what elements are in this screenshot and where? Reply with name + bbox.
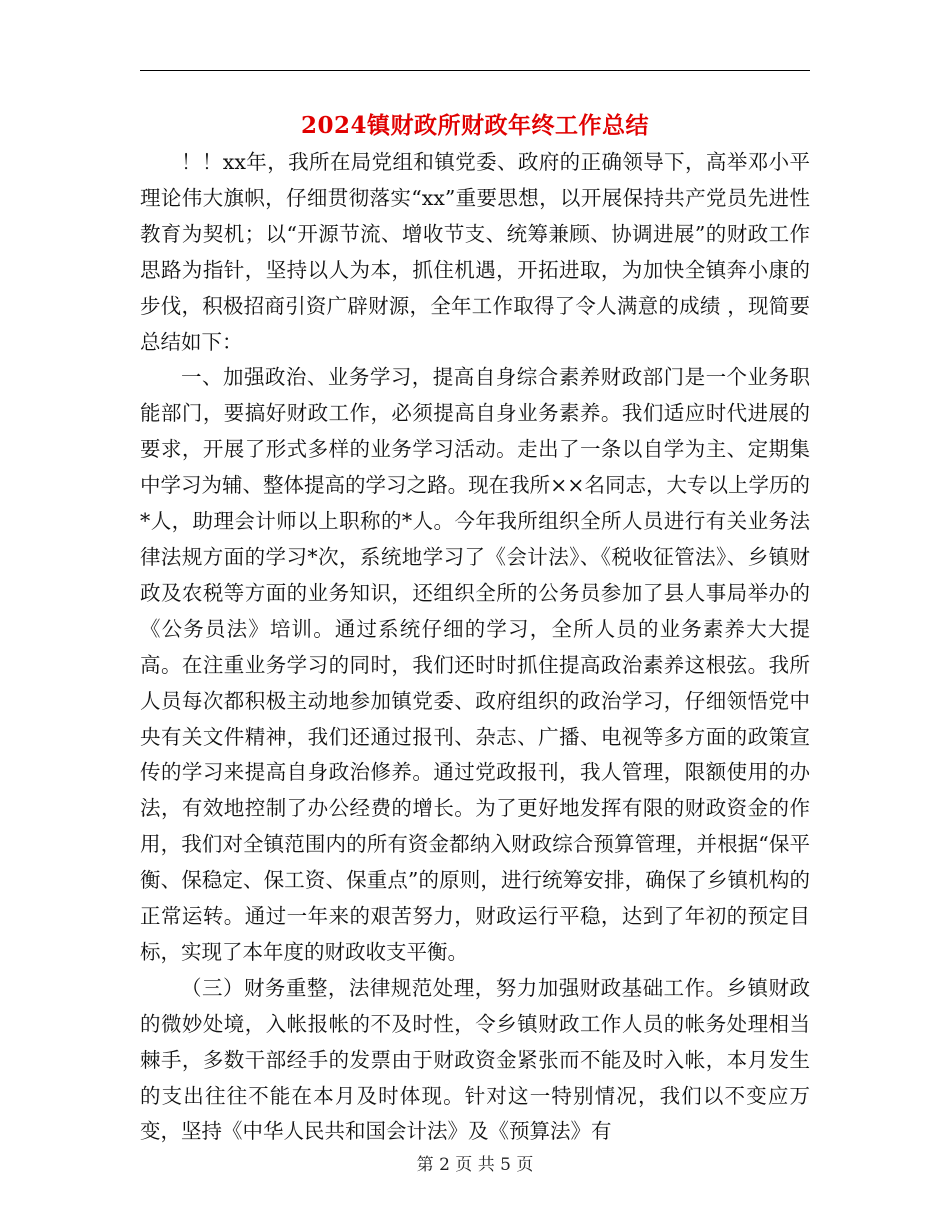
paragraph-intro: ！！xx年，我所在局党组和镇党委、政府的正确领导下，高举邓小平理论伟大旗帜，仔细贯彻落实“xx”重要思想，以开展保持共产党员先进性教育为契机；以“开源节流、增收节支、统筹兼顾、协调进展”的财政工作思路为指针，坚持以人为本，抓住机遇，开拓进取，为加快全镇奔小康的步伐，积极招商引资广辟财源，全年工作取得了令人满意的成绩 ，现简要总结如下： xyxy=(140,150,810,354)
document-body xyxy=(140,145,810,1150)
paragraph-section-3: （三）财务重整，法律规范处理，努力加强财政基础工作。乡镇财政的微妙处境，入帐报帐的不及时性，令乡镇财政工作人员的帐务处理相当棘手，多数干部经手的发票由于财政资金紧张而不能及时入帐，本月发生的支出往往不能在本月及时体现。针对这一特别情况，我们以不变应万变，坚持《中华人民共和国会计法》及《预算法》有 xyxy=(140,975,810,1144)
page-number: 第 2 页 共 5 页 xyxy=(416,1155,534,1175)
header-rule xyxy=(140,70,810,71)
document-title: 2024镇财政所财政年终工作总结 xyxy=(300,112,649,139)
paragraph-section-1: 一、加强政治、业务学习，提高自身综合素养财政部门是一个业务职能部门，要搞好财政工作，必须提高自身业务素养。我们适应时代进展的要求，开展了形式多样的业务学习活动。走出了一条以自学为主、定期集中学习为辅、整体提高的学习之路。现在我所××名同志，大专以上学历的*人，助理会计师以上职称的*人。今年我所组织全所人员进行有关业务法律法规方面的学习*次，系统地学习了《会计法》、《税收征管法》、乡镇财政及农税等方面的业务知识，还组织全所的公务员参加了县人事局举办的《公务员法》培训。通过系统仔细的学习，全所人员的业务素养大大提高。在注重业务学习的同时，我们还时时抓住提高政治素养这根弦。我所人员每次都积极主动地参加镇党委、政府组织的政治学习，仔细领悟党中央有关文件精神，我们还通过报刊、杂志、广播、电视等多方面的政策宣传的学习来提高自身政治修养。通过党政报刊，我人管理，限额使用的办法，有效地控制了办公经费的增长。为了更好地发挥有限的财政资金的作用，我们对全镇范围内的所有资金都纳入财政综合预算管理，并根据“保平衡、保稳定、保工资、保重点”的原则，进行统筹安排，确保了乡镇机构的正常运转。通过一年来的艰苦努力，财政运行平稳，达到了年初的预定目标，实现了本年度的财政收支平衡。 xyxy=(140,365,810,964)
